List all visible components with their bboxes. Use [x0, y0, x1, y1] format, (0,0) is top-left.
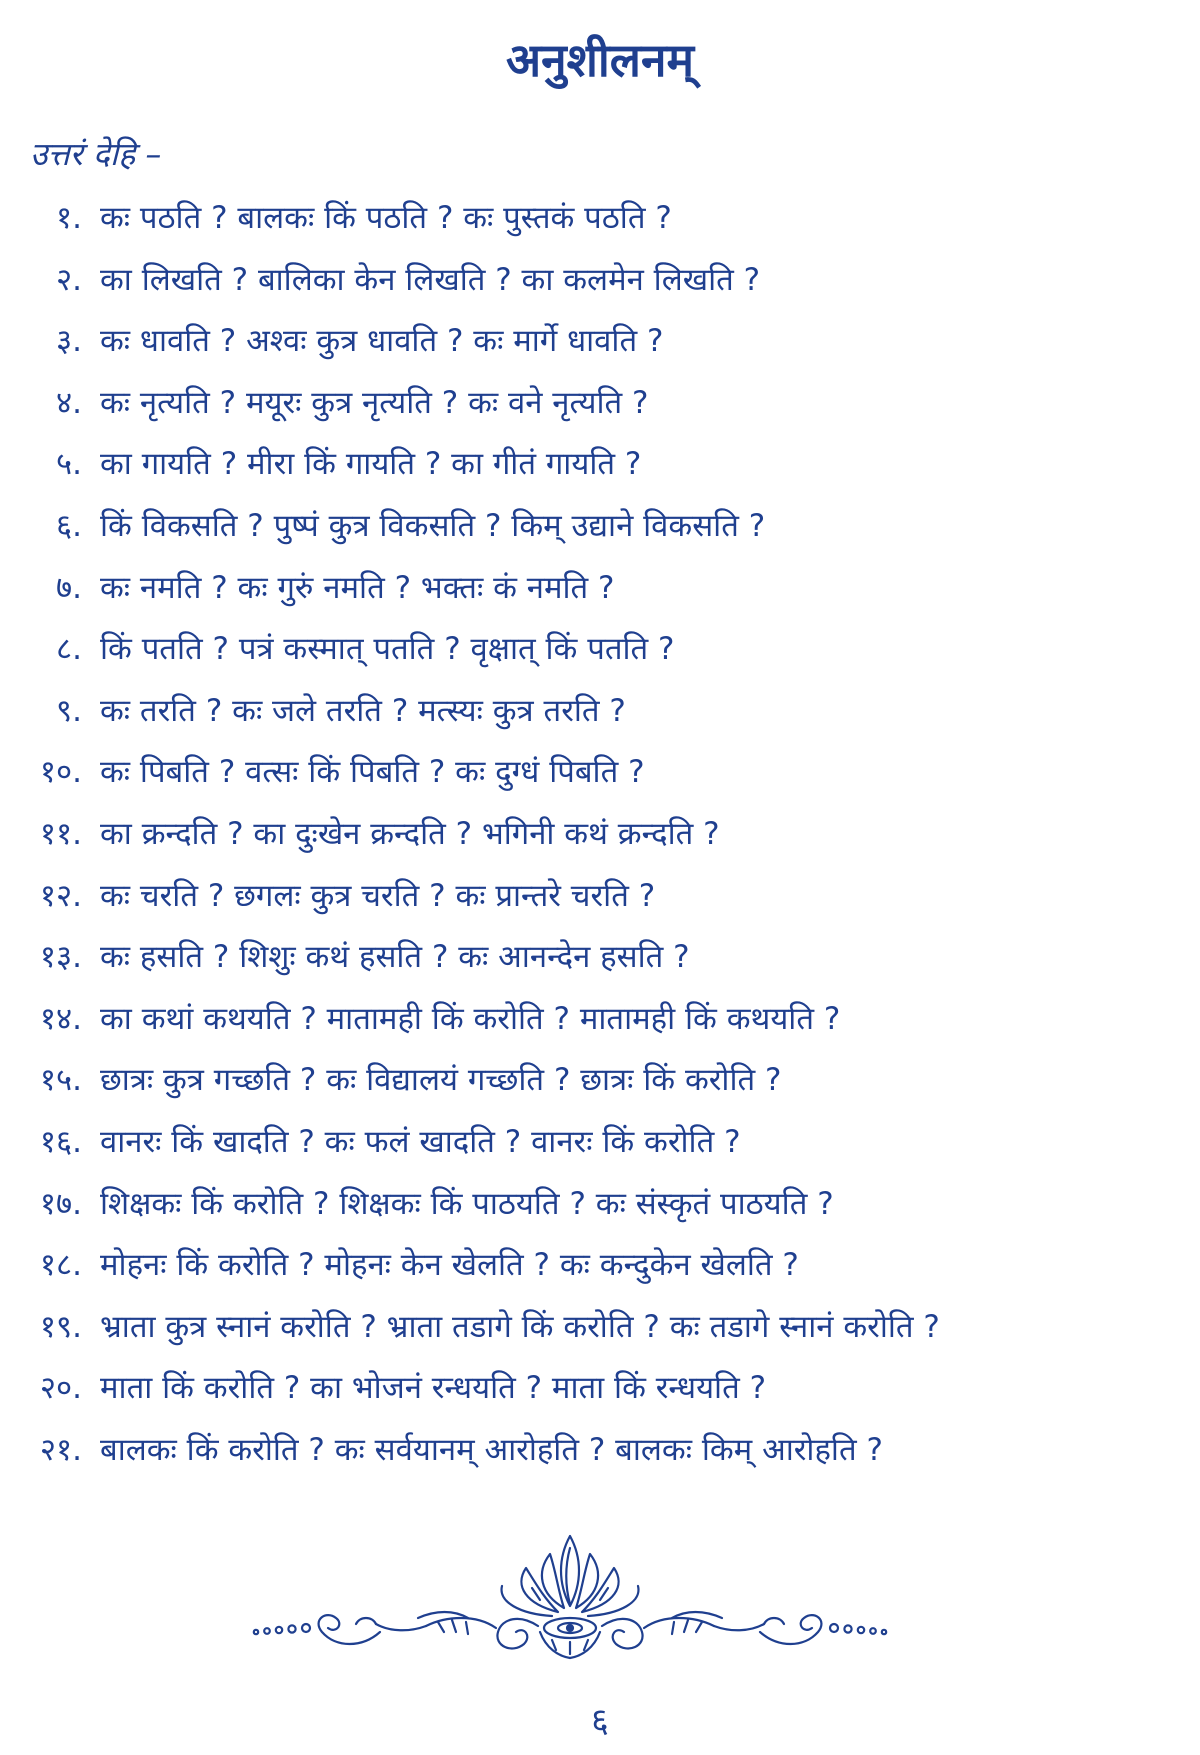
question-item: [0, 311, 1200, 373]
question-number: २१.: [39, 1431, 82, 1468]
question-item: [0, 1174, 1200, 1236]
question-number: १०.: [39, 754, 82, 791]
question-number: १३.: [39, 939, 82, 976]
question-item: [0, 742, 1200, 804]
question-text: बालकः किं करोति ? कः सर्वयानम् आरोहति ? बालकः किम् आरोहति ?: [100, 1431, 883, 1468]
question-number: ११.: [39, 815, 82, 852]
question-item: [0, 373, 1200, 435]
question-item: [0, 558, 1200, 620]
question-text: कः चरति ? छगलः कुत्र चरति ? कः प्रान्तरे चरति ?: [100, 877, 656, 914]
question-item: [0, 927, 1200, 989]
question-text: माता किं करोति ? का भोजनं रन्धयति ? माता किं रन्धयति ?: [100, 1370, 767, 1407]
question-item: [0, 1112, 1200, 1174]
lotus-scroll-ornament-icon: [240, 1528, 900, 1668]
question-text: कः पठति ? बालकः किं पठति ? कः पुस्तकं पठति ?: [100, 200, 672, 236]
question-number: १५.: [39, 1062, 82, 1099]
question-item: [0, 1235, 1200, 1297]
question-number: २०.: [39, 1370, 82, 1407]
question-number: ५.: [56, 446, 82, 483]
question-number: २.: [56, 261, 82, 298]
question-text: कः धावति ? अश्वः कुत्र धावति ? कः मार्गे धावति ?: [100, 323, 664, 360]
page-number: ६: [591, 1701, 609, 1741]
question-number: १६.: [39, 1123, 82, 1160]
question-item: [0, 1050, 1200, 1112]
question-item: [0, 434, 1200, 496]
question-item: [0, 866, 1200, 928]
question-text: का गायति ? मीरा किं गायति ? का गीतं गायति ?: [100, 446, 642, 483]
question-item: [0, 804, 1200, 866]
question-number: १.: [56, 200, 82, 236]
question-text: छात्रः कुत्र गच्छति ? कः विद्यालयं गच्छति ? छात्रः किं करोति ?: [100, 1062, 782, 1099]
question-text: कः नृत्यति ? मयूरः कुत्र नृत्यति ? कः वने नृत्यति ?: [100, 384, 649, 421]
question-item: [0, 989, 1200, 1051]
question-number: १९.: [39, 1308, 82, 1345]
question-number: ४.: [56, 384, 82, 421]
question-text: मोहनः किं करोति ? मोहनः केन खेलति ? कः कन्दुकेन खेलति ?: [100, 1247, 799, 1284]
question-number: १२.: [39, 877, 82, 914]
question-list: [0, 188, 1200, 1481]
question-text: कः नमति ? कः गुरुं नमति ? भक्तः कं नमति ?: [100, 569, 615, 606]
question-item: [0, 681, 1200, 743]
question-text: का क्रन्दति ? का दुःखेन क्रन्दति ? भगिनी कथं क्रन्दति ?: [100, 815, 720, 852]
question-number: ९.: [56, 692, 82, 729]
question-text: वानरः किं खादति ? कः फलं खादति ? वानरः किं करोति ?: [100, 1123, 741, 1160]
question-item: [0, 250, 1200, 312]
question-item: [0, 496, 1200, 558]
question-text: कः तरति ? कः जले तरति ? मत्स्यः कुत्र तरति ?: [100, 692, 626, 729]
question-number: १७.: [39, 1185, 82, 1222]
question-item: [0, 619, 1200, 681]
question-text: का लिखति ? बालिका केन लिखति ? का कलमेन लिखति ?: [100, 261, 761, 298]
question-text: कः पिबति ? वत्सः किं पिबति ? कः दुग्धं पिबति ?: [100, 754, 645, 791]
question-text: शिक्षकः किं करोति ? शिक्षकः किं पाठयति ? कः संस्कृतं पाठयति ?: [100, 1185, 834, 1222]
question-number: ७.: [56, 569, 82, 606]
question-number: १४.: [39, 1000, 82, 1037]
question-number: ८.: [56, 631, 82, 668]
instruction-heading: उत्तरं देहि –: [30, 135, 162, 173]
page-title: अनुशीलनम्: [505, 33, 695, 87]
question-item: [0, 1297, 1200, 1359]
question-item: [0, 1420, 1200, 1482]
question-text: का कथां कथयति ? मातामही किं करोति ? मातामही किं कथयति ?: [100, 1000, 841, 1037]
question-number: ३.: [56, 323, 82, 360]
question-text: कः हसति ? शिशुः कथं हसति ? कः आनन्देन हसति ?: [100, 939, 690, 976]
question-number: ६.: [56, 507, 82, 544]
question-number: १८.: [39, 1247, 82, 1284]
question-text: भ्राता कुत्र स्नानं करोति ? भ्राता तडागे किं करोति ? कः तडागे स्नानं करोति ?: [100, 1308, 940, 1345]
question-item: [0, 1358, 1200, 1420]
question-text: किं पतति ? पत्रं कस्मात् पतति ? वृक्षात् किं पतति ?: [100, 631, 675, 668]
question-text: किं विकसति ? पुष्पं कुत्र विकसति ? किम् उद्याने विकसति ?: [100, 507, 766, 544]
question-item: [0, 188, 1200, 250]
